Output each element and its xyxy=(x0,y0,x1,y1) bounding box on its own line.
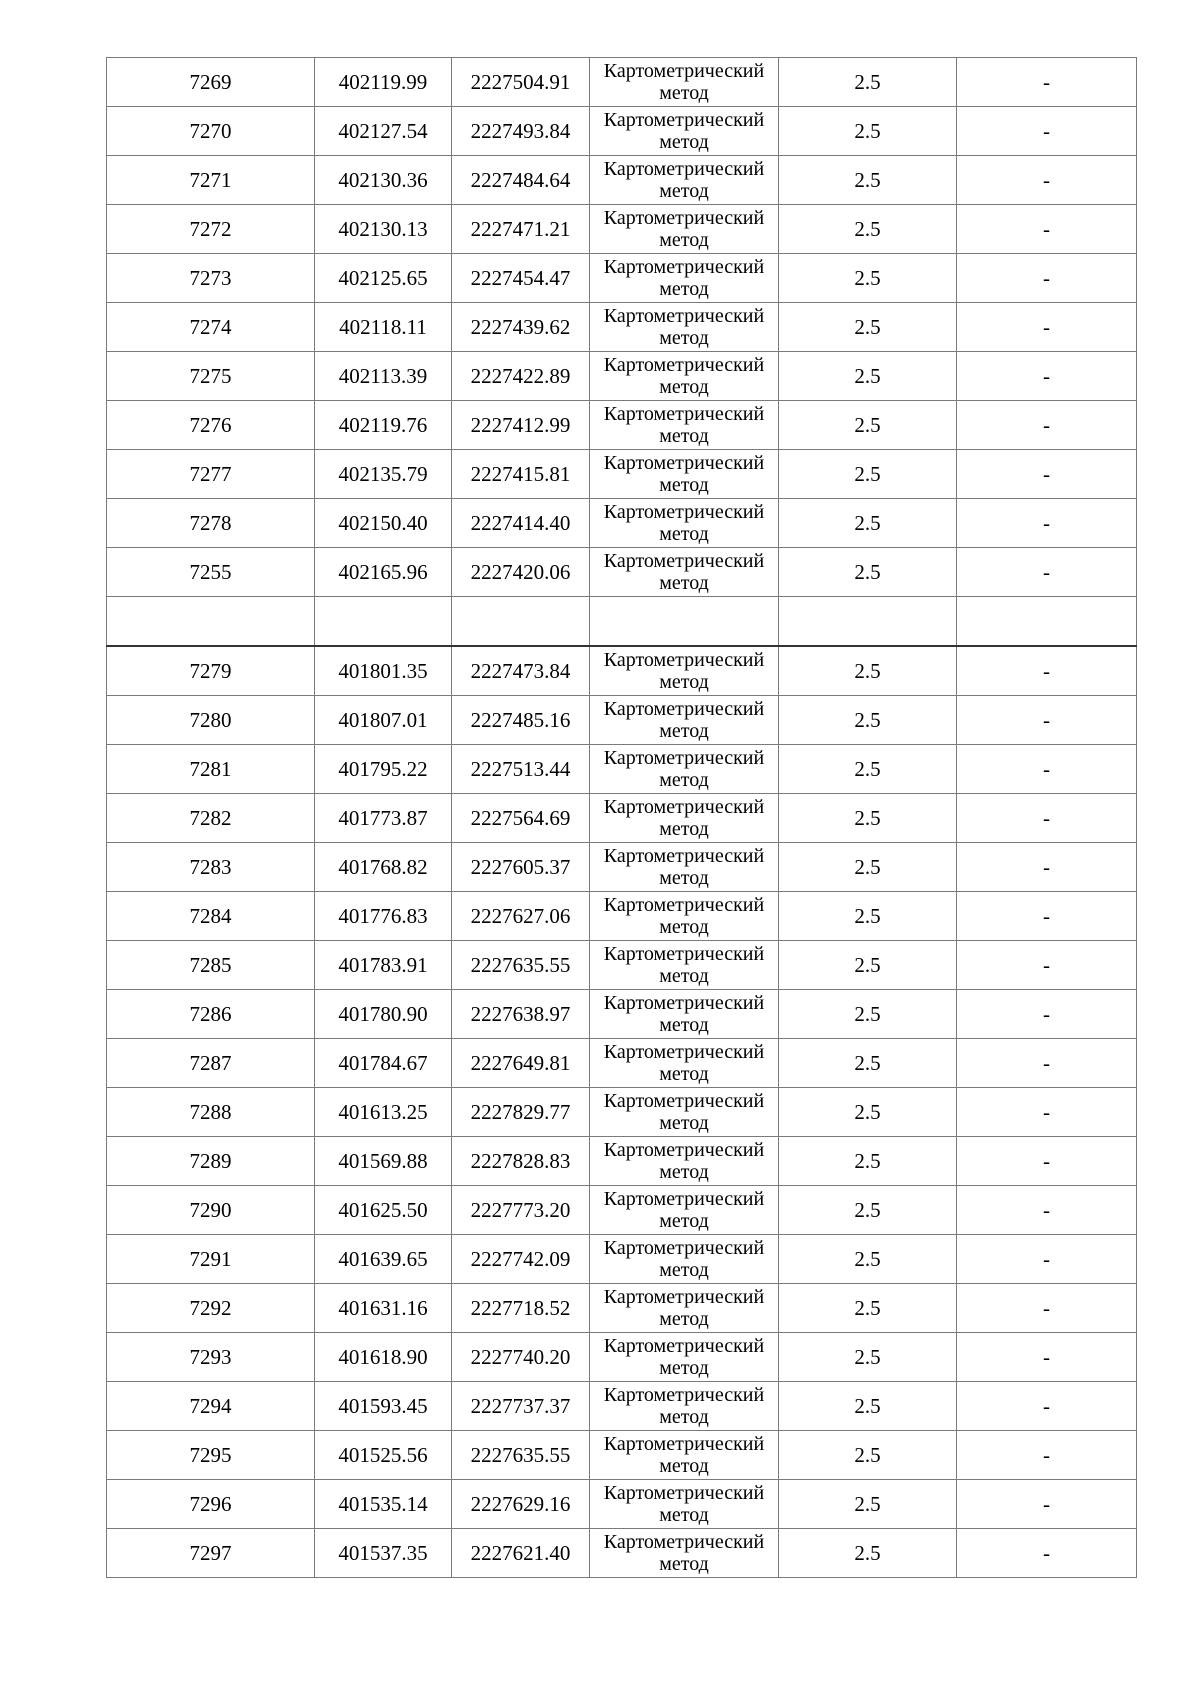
accuracy-cell: 2.5 xyxy=(779,548,957,597)
method-line-1: Картометрический xyxy=(603,305,765,327)
method-line-1: Картометрический xyxy=(603,109,765,131)
method-line-2: метод xyxy=(659,1504,709,1526)
method-cell xyxy=(590,107,779,156)
x-coordinate-cell: 402119.99 xyxy=(315,58,452,107)
table-row xyxy=(107,254,1137,303)
point-number-cell: 7279 xyxy=(107,646,315,696)
method-line-2: метод xyxy=(659,1455,709,1477)
x-coordinate-cell: 402119.76 xyxy=(315,401,452,450)
method-cell xyxy=(590,646,779,696)
method-line-2: метод xyxy=(659,1112,709,1134)
method-line-1: Картометрический xyxy=(603,943,765,965)
table-row xyxy=(107,941,1137,990)
y-coordinate-cell: 2227493.84 xyxy=(452,107,590,156)
accuracy-cell: 2.5 xyxy=(779,892,957,941)
point-number-cell: 7286 xyxy=(107,990,315,1039)
x-coordinate-cell: 401618.90 xyxy=(315,1333,452,1382)
method-line-1: Картометрический xyxy=(603,894,765,916)
point-number-cell: 7285 xyxy=(107,941,315,990)
accuracy-cell: 2.5 xyxy=(779,1333,957,1382)
x-coordinate-cell: 401525.56 xyxy=(315,1431,452,1480)
point-number-cell: 7276 xyxy=(107,401,315,450)
method-line-2: метод xyxy=(659,1161,709,1183)
x-coordinate-cell: 401537.35 xyxy=(315,1529,452,1578)
method-line-2: метод xyxy=(659,916,709,938)
x-coordinate-cell: 401784.67 xyxy=(315,1039,452,1088)
accuracy-cell: 2.5 xyxy=(779,1480,957,1529)
y-coordinate-cell: 2227627.06 xyxy=(452,892,590,941)
method-cell xyxy=(590,156,779,205)
method-line-2: метод xyxy=(659,965,709,987)
table-row xyxy=(107,156,1137,205)
method-line-1: Картометрический xyxy=(603,1335,765,1357)
table-row xyxy=(107,107,1137,156)
coordinates-table-body xyxy=(107,58,1137,1578)
table-row xyxy=(107,499,1137,548)
accuracy-cell: 2.5 xyxy=(779,941,957,990)
method-line-2: метод xyxy=(659,1210,709,1232)
x-coordinate-cell: 401768.82 xyxy=(315,843,452,892)
y-coordinate-cell: 2227629.16 xyxy=(452,1480,590,1529)
method-cell xyxy=(590,401,779,450)
table-row xyxy=(107,1235,1137,1284)
method-line-2: метод xyxy=(659,229,709,251)
method-line-1: Картометрический xyxy=(603,1041,765,1063)
x-coordinate-cell: 401631.16 xyxy=(315,1284,452,1333)
method-line-2: метод xyxy=(659,572,709,594)
point-number-cell: 7271 xyxy=(107,156,315,205)
method-cell xyxy=(590,1235,779,1284)
accuracy-cell: 2.5 xyxy=(779,696,957,745)
method-cell xyxy=(590,499,779,548)
y-coordinate-cell: 2227454.47 xyxy=(452,254,590,303)
method-line-2: метод xyxy=(659,1014,709,1036)
y-coordinate-cell: 2227513.44 xyxy=(452,745,590,794)
table-row xyxy=(107,990,1137,1039)
method-cell xyxy=(590,1137,779,1186)
method-line-2: метод xyxy=(659,425,709,447)
x-coordinate-cell: 401593.45 xyxy=(315,1382,452,1431)
accuracy-cell: 2.5 xyxy=(779,1382,957,1431)
point-number-cell: 7291 xyxy=(107,1235,315,1284)
accuracy-cell xyxy=(779,597,957,647)
y-coordinate-cell: 2227420.06 xyxy=(452,548,590,597)
table-row xyxy=(107,1088,1137,1137)
accuracy-cell: 2.5 xyxy=(779,794,957,843)
accuracy-cell: 2.5 xyxy=(779,352,957,401)
y-coordinate-cell xyxy=(452,597,590,647)
table-row xyxy=(107,1529,1137,1578)
table-row xyxy=(107,58,1137,107)
accuracy-cell: 2.5 xyxy=(779,499,957,548)
point-number-cell: 7294 xyxy=(107,1382,315,1431)
x-coordinate-cell: 401569.88 xyxy=(315,1137,452,1186)
point-number-cell: 7255 xyxy=(107,548,315,597)
method-line-2: метод xyxy=(659,1308,709,1330)
point-number-cell: 7272 xyxy=(107,205,315,254)
accuracy-cell: 2.5 xyxy=(779,1186,957,1235)
method-line-1: Картометрический xyxy=(603,1482,765,1504)
method-line-1: Картометрический xyxy=(603,796,765,818)
method-line-1: Картометрический xyxy=(603,403,765,425)
method-line-1: Картометрический xyxy=(603,1286,765,1308)
accuracy-cell: 2.5 xyxy=(779,450,957,499)
point-number-cell: 7283 xyxy=(107,843,315,892)
x-coordinate-cell: 402118.11 xyxy=(315,303,452,352)
y-coordinate-cell: 2227414.40 xyxy=(452,499,590,548)
table-row xyxy=(107,352,1137,401)
table-row xyxy=(107,597,1137,647)
table-row xyxy=(107,696,1137,745)
x-coordinate-cell: 402150.40 xyxy=(315,499,452,548)
x-coordinate-cell: 401776.83 xyxy=(315,892,452,941)
method-cell xyxy=(590,1431,779,1480)
note-cell: - xyxy=(957,1382,1137,1431)
table-row xyxy=(107,450,1137,499)
x-coordinate-cell: 401773.87 xyxy=(315,794,452,843)
table-row xyxy=(107,1431,1137,1480)
method-line-1: Картометрический xyxy=(603,747,765,769)
method-line-1: Картометрический xyxy=(603,354,765,376)
x-coordinate-cell: 401613.25 xyxy=(315,1088,452,1137)
method-cell xyxy=(590,745,779,794)
x-coordinate-cell: 401807.01 xyxy=(315,696,452,745)
y-coordinate-cell: 2227649.81 xyxy=(452,1039,590,1088)
accuracy-cell: 2.5 xyxy=(779,107,957,156)
x-coordinate-cell: 402125.65 xyxy=(315,254,452,303)
y-coordinate-cell: 2227737.37 xyxy=(452,1382,590,1431)
note-cell: - xyxy=(957,696,1137,745)
table-row xyxy=(107,1137,1137,1186)
y-coordinate-cell: 2227829.77 xyxy=(452,1088,590,1137)
accuracy-cell: 2.5 xyxy=(779,1088,957,1137)
accuracy-cell: 2.5 xyxy=(779,990,957,1039)
table-row xyxy=(107,548,1137,597)
method-cell xyxy=(590,843,779,892)
method-line-2: метод xyxy=(659,1063,709,1085)
x-coordinate-cell: 401780.90 xyxy=(315,990,452,1039)
note-cell: - xyxy=(957,941,1137,990)
method-line-1: Картометрический xyxy=(603,60,765,82)
x-coordinate-cell: 401625.50 xyxy=(315,1186,452,1235)
y-coordinate-cell: 2227564.69 xyxy=(452,794,590,843)
y-coordinate-cell: 2227742.09 xyxy=(452,1235,590,1284)
note-cell: - xyxy=(957,1431,1137,1480)
y-coordinate-cell: 2227485.16 xyxy=(452,696,590,745)
note-cell: - xyxy=(957,499,1137,548)
table-row xyxy=(107,1480,1137,1529)
method-line-2: метод xyxy=(659,1553,709,1575)
table-row xyxy=(107,1382,1137,1431)
note-cell: - xyxy=(957,892,1137,941)
method-cell xyxy=(590,794,779,843)
method-line-2: метод xyxy=(659,720,709,742)
accuracy-cell: 2.5 xyxy=(779,156,957,205)
x-coordinate-cell: 401801.35 xyxy=(315,646,452,696)
method-cell xyxy=(590,1382,779,1431)
accuracy-cell: 2.5 xyxy=(779,303,957,352)
method-cell xyxy=(590,1333,779,1382)
x-coordinate-cell: 402165.96 xyxy=(315,548,452,597)
method-cell xyxy=(590,205,779,254)
method-line-1: Картометрический xyxy=(603,1531,765,1553)
point-number-cell: 7284 xyxy=(107,892,315,941)
accuracy-cell: 2.5 xyxy=(779,843,957,892)
point-number-cell: 7282 xyxy=(107,794,315,843)
method-cell xyxy=(590,58,779,107)
point-number-cell: 7270 xyxy=(107,107,315,156)
note-cell: - xyxy=(957,450,1137,499)
note-cell: - xyxy=(957,303,1137,352)
method-cell xyxy=(590,892,779,941)
method-cell xyxy=(590,1186,779,1235)
table-row xyxy=(107,745,1137,794)
y-coordinate-cell: 2227740.20 xyxy=(452,1333,590,1382)
point-number-cell: 7297 xyxy=(107,1529,315,1578)
note-cell: - xyxy=(957,1186,1137,1235)
method-cell xyxy=(590,1088,779,1137)
note-cell: - xyxy=(957,352,1137,401)
y-coordinate-cell: 2227504.91 xyxy=(452,58,590,107)
method-line-1: Картометрический xyxy=(603,1237,765,1259)
point-number-cell: 7289 xyxy=(107,1137,315,1186)
accuracy-cell: 2.5 xyxy=(779,205,957,254)
method-line-2: метод xyxy=(659,278,709,300)
method-line-1: Картометрический xyxy=(603,158,765,180)
accuracy-cell: 2.5 xyxy=(779,1431,957,1480)
note-cell: - xyxy=(957,401,1137,450)
note-cell: - xyxy=(957,1480,1137,1529)
point-number-cell: 7287 xyxy=(107,1039,315,1088)
method-cell xyxy=(590,450,779,499)
note-cell: - xyxy=(957,843,1137,892)
accuracy-cell: 2.5 xyxy=(779,1284,957,1333)
method-line-1: Картометрический xyxy=(603,1188,765,1210)
table-row xyxy=(107,401,1137,450)
method-line-1: Картометрический xyxy=(603,1139,765,1161)
method-line-2: метод xyxy=(659,818,709,840)
y-coordinate-cell: 2227621.40 xyxy=(452,1529,590,1578)
x-coordinate-cell: 401639.65 xyxy=(315,1235,452,1284)
point-number-cell: 7280 xyxy=(107,696,315,745)
coordinates-table xyxy=(106,57,1137,1578)
method-cell xyxy=(590,696,779,745)
note-cell: - xyxy=(957,794,1137,843)
accuracy-cell: 2.5 xyxy=(779,1039,957,1088)
y-coordinate-cell: 2227471.21 xyxy=(452,205,590,254)
note-cell: - xyxy=(957,1088,1137,1137)
method-cell xyxy=(590,1039,779,1088)
method-line-2: метод xyxy=(659,523,709,545)
note-cell: - xyxy=(957,1235,1137,1284)
accuracy-cell: 2.5 xyxy=(779,1235,957,1284)
accuracy-cell: 2.5 xyxy=(779,401,957,450)
point-number-cell xyxy=(107,597,315,647)
table-row xyxy=(107,303,1137,352)
note-cell: - xyxy=(957,58,1137,107)
y-coordinate-cell: 2227439.62 xyxy=(452,303,590,352)
note-cell: - xyxy=(957,990,1137,1039)
note-cell: - xyxy=(957,254,1137,303)
point-number-cell: 7290 xyxy=(107,1186,315,1235)
point-number-cell: 7275 xyxy=(107,352,315,401)
method-line-2: метод xyxy=(659,1406,709,1428)
point-number-cell: 7274 xyxy=(107,303,315,352)
table-row xyxy=(107,1186,1137,1235)
method-line-1: Картометрический xyxy=(603,256,765,278)
x-coordinate-cell: 401535.14 xyxy=(315,1480,452,1529)
accuracy-cell: 2.5 xyxy=(779,745,957,794)
method-line-1: Картометрический xyxy=(603,452,765,474)
method-cell xyxy=(590,548,779,597)
y-coordinate-cell: 2227718.52 xyxy=(452,1284,590,1333)
method-line-2: метод xyxy=(659,82,709,104)
y-coordinate-cell: 2227415.81 xyxy=(452,450,590,499)
method-cell xyxy=(590,990,779,1039)
method-line-2: метод xyxy=(659,1357,709,1379)
y-coordinate-cell: 2227484.64 xyxy=(452,156,590,205)
method-line-2: метод xyxy=(659,474,709,496)
table-row xyxy=(107,1039,1137,1088)
table-row xyxy=(107,205,1137,254)
method-cell xyxy=(590,597,779,647)
method-line-2: метод xyxy=(659,180,709,202)
table-row xyxy=(107,646,1137,696)
method-cell xyxy=(590,1480,779,1529)
y-coordinate-cell: 2227412.99 xyxy=(452,401,590,450)
x-coordinate-cell: 402113.39 xyxy=(315,352,452,401)
method-line-2: метод xyxy=(659,327,709,349)
method-cell xyxy=(590,941,779,990)
point-number-cell: 7277 xyxy=(107,450,315,499)
method-line-1: Картометрический xyxy=(603,1090,765,1112)
note-cell: - xyxy=(957,107,1137,156)
note-cell: - xyxy=(957,1333,1137,1382)
point-number-cell: 7273 xyxy=(107,254,315,303)
point-number-cell: 7281 xyxy=(107,745,315,794)
method-cell xyxy=(590,352,779,401)
x-coordinate-cell: 402127.54 xyxy=(315,107,452,156)
y-coordinate-cell: 2227828.83 xyxy=(452,1137,590,1186)
method-cell xyxy=(590,303,779,352)
note-cell: - xyxy=(957,205,1137,254)
method-line-2: метод xyxy=(659,769,709,791)
table-row xyxy=(107,892,1137,941)
note-cell: - xyxy=(957,1039,1137,1088)
method-line-1: Картометрический xyxy=(603,1384,765,1406)
note-cell: - xyxy=(957,1284,1137,1333)
method-cell xyxy=(590,1529,779,1578)
y-coordinate-cell: 2227635.55 xyxy=(452,1431,590,1480)
note-cell: - xyxy=(957,646,1137,696)
method-line-2: метод xyxy=(659,131,709,153)
point-number-cell: 7296 xyxy=(107,1480,315,1529)
note-cell xyxy=(957,597,1137,647)
method-line-1: Картометрический xyxy=(603,550,765,572)
y-coordinate-cell: 2227473.84 xyxy=(452,646,590,696)
note-cell: - xyxy=(957,548,1137,597)
method-line-2: метод xyxy=(659,671,709,693)
point-number-cell: 7292 xyxy=(107,1284,315,1333)
method-line-1: Картометрический xyxy=(603,845,765,867)
method-line-2: метод xyxy=(659,1259,709,1281)
accuracy-cell: 2.5 xyxy=(779,58,957,107)
table-row xyxy=(107,794,1137,843)
table-row xyxy=(107,1284,1137,1333)
x-coordinate-cell xyxy=(315,597,452,647)
point-number-cell: 7269 xyxy=(107,58,315,107)
point-number-cell: 7288 xyxy=(107,1088,315,1137)
y-coordinate-cell: 2227773.20 xyxy=(452,1186,590,1235)
note-cell: - xyxy=(957,1529,1137,1578)
method-line-1: Картометрический xyxy=(603,698,765,720)
table-row xyxy=(107,843,1137,892)
y-coordinate-cell: 2227635.55 xyxy=(452,941,590,990)
x-coordinate-cell: 402135.79 xyxy=(315,450,452,499)
note-cell: - xyxy=(957,745,1137,794)
point-number-cell: 7295 xyxy=(107,1431,315,1480)
accuracy-cell: 2.5 xyxy=(779,646,957,696)
accuracy-cell: 2.5 xyxy=(779,1137,957,1186)
note-cell: - xyxy=(957,1137,1137,1186)
method-line-1: Картометрический xyxy=(603,1433,765,1455)
accuracy-cell: 2.5 xyxy=(779,1529,957,1578)
table-row xyxy=(107,1333,1137,1382)
y-coordinate-cell: 2227605.37 xyxy=(452,843,590,892)
x-coordinate-cell: 401783.91 xyxy=(315,941,452,990)
x-coordinate-cell: 402130.36 xyxy=(315,156,452,205)
method-line-1: Картометрический xyxy=(603,992,765,1014)
method-line-2: метод xyxy=(659,376,709,398)
method-line-1: Картометрический xyxy=(603,207,765,229)
method-cell xyxy=(590,254,779,303)
x-coordinate-cell: 402130.13 xyxy=(315,205,452,254)
y-coordinate-cell: 2227422.89 xyxy=(452,352,590,401)
method-cell xyxy=(590,1284,779,1333)
method-line-1: Картометрический xyxy=(603,649,765,671)
accuracy-cell: 2.5 xyxy=(779,254,957,303)
y-coordinate-cell: 2227638.97 xyxy=(452,990,590,1039)
method-line-1: Картометрический xyxy=(603,501,765,523)
note-cell: - xyxy=(957,156,1137,205)
point-number-cell: 7278 xyxy=(107,499,315,548)
method-line-2: метод xyxy=(659,867,709,889)
x-coordinate-cell: 401795.22 xyxy=(315,745,452,794)
point-number-cell: 7293 xyxy=(107,1333,315,1382)
